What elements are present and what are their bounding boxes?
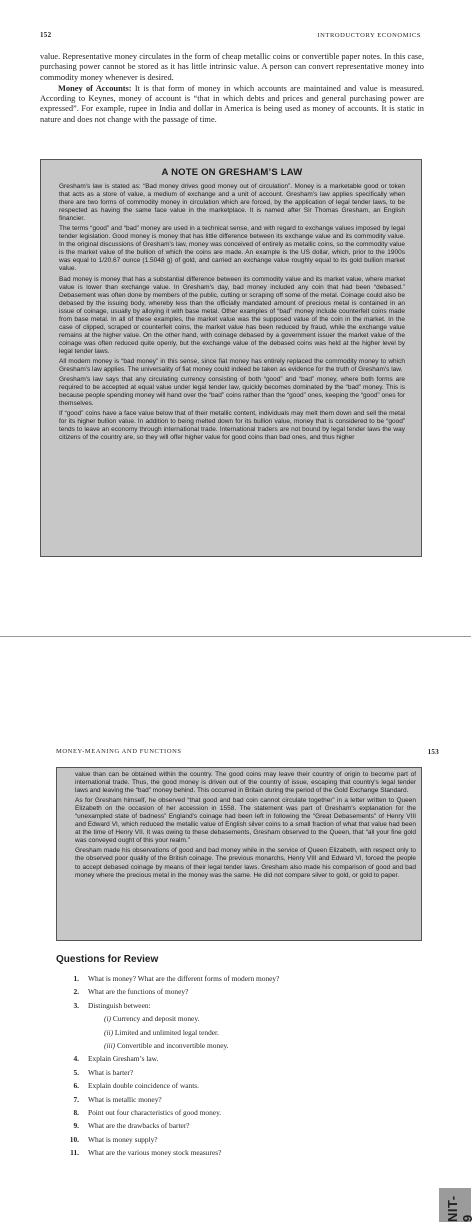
note-paragraph: As for Gresham himself, he observed “that good and bad coin cannot circulate together” in a letter written to Queen Elizabeth on the occasion of her accession in 1558. The statement was part of Gresham's explanation for the “unexampled state of badness” England's coinage had been left in following the “Great Debasements” of Henry VIII and Edward VI, which reduced the metallic value of English silver coins to a small fraction of what that value had been at the time of Henry VII. It was owing to these debasements, Gresham observed to the Queen, that “all your fine gold was conveyed ought of this your realm.”	[75, 797, 416, 845]
note-title: A NOTE ON GRESHAM’S LAW	[161, 167, 303, 178]
sub-question-marker: (ii)	[104, 1027, 114, 1037]
note-paragraph: Gresham made his observations of good and bad money while in the service of Queen Elizabeth, with respect only to the observed poor quality of the British coinage. The previous monarchs, Henry VIII and Edward VI, forced the people to accept debased coinage by means of their legal tender laws. Gresham also made his comparison of good and bad money where the precious metal in the money was the same. He did not compare silver to gold, or gold to paper.	[75, 847, 416, 879]
page-153	[0, 640, 475, 1222]
running-head: INTRODUCTORY ECONOMICS	[317, 32, 421, 39]
question-text: Point out four characteristics of good money.	[88, 1108, 222, 1118]
question-item	[56, 1146, 416, 1159]
page-number: 152	[40, 31, 52, 39]
question-text: What is money supply?	[88, 1134, 158, 1144]
question-text: Currency and deposit money.	[112, 1014, 200, 1024]
question-number: 5.	[73, 1067, 79, 1077]
question-text: What is metallic money?	[88, 1094, 162, 1104]
question-number: 11.	[70, 1148, 79, 1158]
page-divider	[0, 636, 471, 637]
sub-question-marker: (iii)	[104, 1041, 116, 1051]
question-text: Distinguish between:	[88, 1000, 151, 1010]
term-money-of-accounts: Money of Accounts:	[58, 83, 132, 93]
note-paragraph: Bad money is money that has a substantial difference between its commodity value and its market value, where market value is lower than exchange value. In Gresham's day, bad money included any coin that had been “debased.” Debasement was often done by members of the public, cutting or scraping off some of the metal. Coinage could also be debased by the issuing body, whereby less than the officially mandated amount of precious metal is contained in an issue of coinage, usually by alloying it with base metal. Other examples of “bad” money include counterfeit coins made from base metal. In all of these examples, the market value was the supposed value of the coin in the market. In the case of clipped, scraped or counterfeit coins, the market value has been reduced by fraud, while the exchange value remains at the higher value. On the other hand, with coinage debased by a government issuer the market value of the coinage was often reduced quite openly, but the exchange value of the debased coins was held at the higher level by legal tender laws.	[59, 275, 405, 355]
question-number: 9.	[73, 1121, 79, 1131]
question-item	[56, 1093, 416, 1106]
question-item	[56, 985, 416, 998]
question-item	[56, 1066, 416, 1079]
question-item	[56, 1106, 416, 1119]
question-item	[56, 1119, 416, 1132]
question-number: 7.	[73, 1094, 79, 1104]
note-paragraph: The terms “good” and “bad” money are used in a technical sense, and with regard to exchange values imposed by legal tender legislation. Good money is money that has little difference between its exchange value and its commodity value. In the original discussions of Gresham's law, money was conceived of entirely as metallic coins, so the commodity value is the market value of the bullion of which the coins are made. An example is the US dollar, which, prior to the 1900s was equal to 1/20.67 ounce (1.5048 g) of gold, and carried an exchange value roughly equal to its gold bullion market value.	[59, 225, 405, 273]
question-item	[56, 1079, 416, 1092]
question-text: What is money? What are the different forms of modern money?	[88, 974, 280, 983]
money-of-accounts-text: It is that form of money in which accounts are maintained and value is measured. According to Keynes, money of account is “that in which debts and prices and general purchasing power are expressed”. For example, rupee in India and dollar in America is being used as money of accounts. It is static in nature and does not change with the passage of time.	[40, 83, 424, 124]
question-item	[56, 999, 416, 1012]
body-text	[40, 52, 424, 126]
note-paragraph: If “good” coins have a face value below that of their metallic content, individuals may melt them down and sell the metal for its higher bullion value. In addition to being melted down for its bullion value, money that is considered to be “good” tends to leave an economy through international trade. International traders are not bound by legal tender laws the way citizens of the country are, so they will offer higher value for good coins than bad ones, and thus higher	[59, 410, 405, 442]
question-text: Convertible and inconvertible money.	[116, 1041, 229, 1051]
sub-question-marker: (i)	[104, 1014, 111, 1024]
question-number: 6.	[73, 1081, 79, 1091]
paragraph-money-of-accounts	[40, 84, 424, 125]
question-item	[56, 1052, 416, 1065]
note-paragraph: All modern money is “bad money” in this sense, since fiat money has entirely replaced the commodity money to which Gresham's law applies. The universality of fiat money could indeed be taken as evidence for the truth of Gresham's law.	[59, 357, 405, 374]
question-text: Limited and unlimited legal tender.	[114, 1027, 219, 1037]
note-paragraph: Gresham's law is stated as: “Bad money drives good money out of circulation”. Money is a marketable good or token that acts as a store of value, a medium of exchange and a unit of account. Gresham's law applies specifically when there are two forms of commodity money in circulation which are forced, by the application of legal tender laws, to be respected as having the same face value in the marketplace. It is named after Sir Thomas Gresham, an English financier.	[59, 183, 405, 223]
unit-side-tab	[439, 1188, 475, 1222]
paragraph-representative-money: value. Representative money circulates in the form of cheap metallic coins or convertible paper notes. In this case, purchasing power cannot be stored as it has little intrinsic value. A person can convert representative money into commodity money whenever is desired.	[40, 52, 424, 82]
question-text: Explain double coincidence of wants.	[88, 1081, 200, 1091]
question-text: Explain Gresham’s law.	[88, 1054, 159, 1064]
page-number: 153	[427, 748, 439, 756]
running-head: MONEY-MEANING AND FUNCTIONS	[56, 748, 182, 755]
question-item	[56, 972, 416, 985]
greshams-law-note-box	[40, 159, 422, 557]
question-text: What are the various money stock measures?	[88, 1148, 222, 1158]
question-text: What are the drawbacks of barter?	[88, 1121, 190, 1131]
greshams-law-note-continued	[56, 767, 422, 941]
sub-question-item	[56, 1012, 416, 1025]
question-number: 2.	[73, 987, 79, 997]
questions-list	[56, 972, 416, 1160]
questions-heading: Questions for Review	[56, 954, 159, 965]
question-number: 8.	[73, 1108, 79, 1118]
question-text: What are the functions of money?	[88, 987, 189, 997]
question-number: 1.	[73, 974, 79, 983]
sub-question-item	[56, 1039, 416, 1052]
unit-tab-label: NIT-9	[445, 1195, 475, 1222]
question-number: 10.	[69, 1134, 79, 1144]
question-number: 4.	[73, 1054, 79, 1064]
note-paragraph: Gresham's law says that any circulating currency consisting of both “good” and “bad” money, where both forms are required to be accepted at equal value under legal tender law, quickly becomes dominated by the “bad” money. This is because people spending money will hand over the “bad” coins rather than the “good” ones, keeping the “good” ones for themselves.	[59, 376, 405, 408]
sub-question-item	[56, 1026, 416, 1039]
note-paragraph: value than can be obtained within the country. The good coins may leave their country of origin to become part of international trade. Thus, the good money is driven out of the country of issue, escaping that country's legal tender laws and leaving the “bad” money behind. This occurred in Britain during the period of the Gold Exchange Standard.	[75, 771, 416, 795]
question-number: 3.	[73, 1000, 79, 1010]
question-item	[56, 1133, 416, 1146]
question-text: What is barter?	[88, 1067, 134, 1077]
